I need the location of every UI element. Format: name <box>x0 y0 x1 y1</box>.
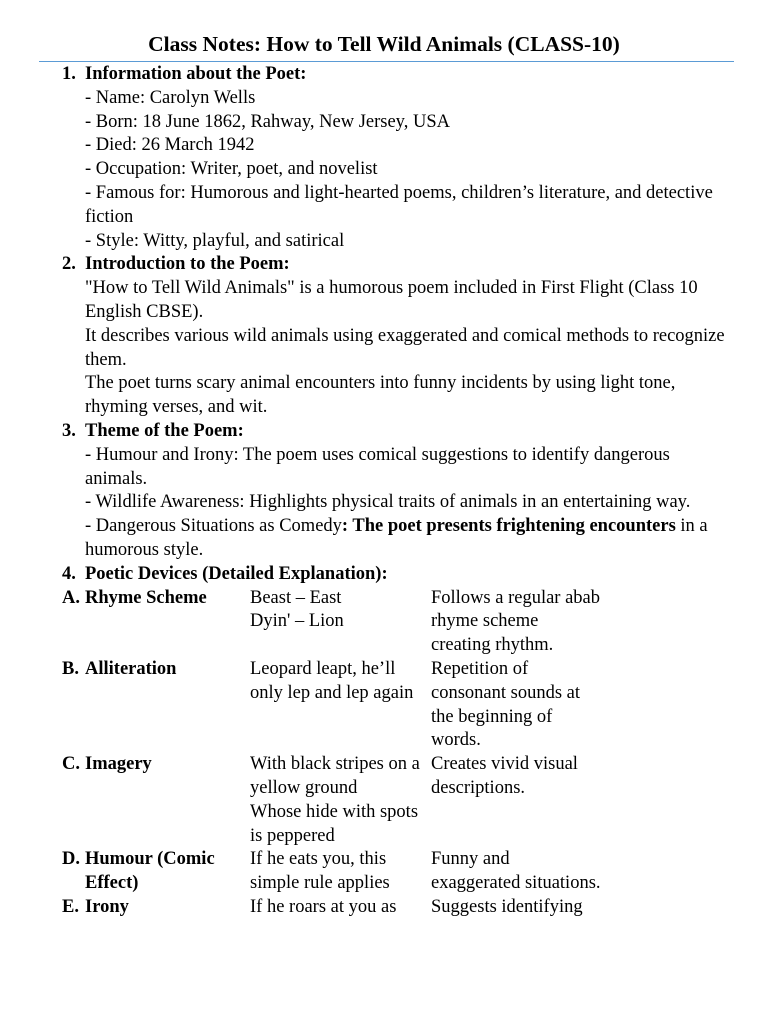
table-row <box>62 658 732 753</box>
section-number: 2. <box>62 254 76 275</box>
device-explanation: Suggests identifying <box>431 896 583 917</box>
poet-died-line: - Died: 26 March 1942 <box>85 135 255 156</box>
device-explanation: Funny and exaggerated situations. <box>431 849 601 894</box>
devices-table <box>62 587 732 920</box>
device-example <box>250 587 431 658</box>
section-heading: Theme of the Poem: <box>85 420 244 441</box>
intro-line: It describes various wild animals using exaggerated and comical methods to recognize them. <box>85 325 725 370</box>
theme-mixed-rest: in a humorous style. <box>85 516 708 560</box>
example-line: If he eats you, this simple rule applies <box>250 849 390 894</box>
section-number: 1. <box>62 64 76 84</box>
table-row <box>62 848 732 896</box>
device-letter: E. <box>62 896 79 917</box>
section-heading: Information about the Poet: <box>85 64 307 84</box>
document-body <box>62 63 732 920</box>
device-explanation: Follows a regular abab rhyme scheme creating rhythm. <box>431 587 601 656</box>
device-example <box>250 658 431 753</box>
poet-born-line: - Born: 18 June 1862, Rahway, New Jersey, USA <box>85 111 450 132</box>
section-theme <box>62 420 732 563</box>
theme-line: - Humour and Irony: The poem uses comical suggestions to identify dangerous animals. <box>85 444 670 489</box>
example-line: Beast – East <box>250 587 342 608</box>
example-line: Leopard leapt, he’ll only lep and lep again <box>250 658 414 703</box>
poet-famous-line: - Famous for: Humorous and light-hearted poems, children’s literature, and detective fiction <box>85 182 713 227</box>
device-example <box>250 896 431 920</box>
section-number: 4. <box>62 563 76 584</box>
page-title: Class Notes: How to Tell Wild Animals (CLASS-10) <box>148 32 620 56</box>
example-line: If he roars at you as <box>250 896 397 917</box>
table-row <box>62 753 732 848</box>
example-line: Dyin' – Lion <box>250 611 344 632</box>
section-number: 3. <box>62 420 76 441</box>
device-name: Humour (Comic Effect) <box>85 849 215 894</box>
poet-occupation-line: - Occupation: Writer, poet, and novelist <box>85 159 378 180</box>
device-name: Irony <box>85 896 129 917</box>
section-poetic-devices <box>62 563 732 920</box>
device-explanation: Creates vivid visual descriptions. <box>431 754 578 798</box>
theme-line-mixed <box>85 515 732 563</box>
device-name: Imagery <box>85 754 152 775</box>
section-heading: Introduction to the Poem: <box>85 254 290 275</box>
section-introduction <box>62 253 732 420</box>
device-letter: A. <box>62 587 80 608</box>
device-example <box>250 848 431 896</box>
device-example <box>250 753 431 848</box>
intro-line: "How to Tell Wild Animals" is a humorous poem included in First Flight (Class 10 English CBSE). <box>85 278 698 322</box>
device-name: Rhyme Scheme <box>85 587 207 608</box>
title-divider <box>39 61 734 62</box>
example-line: Whose hide with spots is peppered <box>250 801 419 846</box>
device-name: Alliteration <box>85 658 177 679</box>
intro-line: The poet turns scary animal encounters into funny incidents by using light tone, rhyming verses, and wit. <box>85 373 676 418</box>
example-line: With black stripes on a yellow ground <box>250 754 420 798</box>
section-poet-info <box>62 63 732 253</box>
section-heading: Poetic Devices (Detailed Explanation): <box>85 563 388 584</box>
table-row <box>62 896 732 920</box>
table-row <box>62 587 732 658</box>
device-letter: C. <box>62 754 80 775</box>
device-letter: D. <box>62 849 80 870</box>
poet-style-line: - Style: Witty, playful, and satirical <box>85 230 345 251</box>
poet-name-line: - Name: Carolyn Wells <box>85 87 256 108</box>
theme-mixed-plain: - Dangerous Situations as Comedy <box>85 516 342 537</box>
device-explanation: Repetition of consonant sounds at the beginning of words. <box>431 658 581 751</box>
theme-line: - Wildlife Awareness: Highlights physical traits of animals in an entertaining way. <box>85 492 691 513</box>
theme-mixed-bold: : The poet presents frightening encounters <box>341 516 676 537</box>
device-letter: B. <box>62 658 79 679</box>
